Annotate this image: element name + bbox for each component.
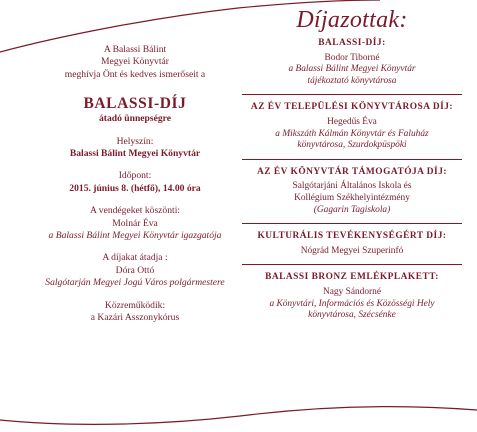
- host-line-2: Megyei Könyvtár: [101, 56, 169, 68]
- greeting-name: Molnár Éva: [112, 217, 158, 229]
- host-line-3: meghívja Önt és kedves ismerőseit a: [64, 68, 206, 80]
- award-tamogato: [236, 167, 468, 216]
- greeting-label: A vendégeket köszönti:: [89, 205, 181, 217]
- presenter-role: Salgótarján Megyei Jogú Város polgármestere: [45, 277, 225, 289]
- award-name: BALASSI BRONZ EMLÉKPLAKETT:: [265, 272, 439, 283]
- award-kulturalis: [236, 231, 468, 257]
- award-winner: Kollégium Székhelyintézmény: [294, 192, 410, 203]
- greeting-role: a Balassi Bálint Megyei Könyvtár igazgatója: [48, 230, 222, 242]
- award-winner: Nógrád Megyei Szuperinfó: [300, 245, 404, 256]
- award-bronz: [236, 272, 468, 321]
- contrib-label: Közreműködik:: [104, 299, 166, 311]
- award-name: AZ ÉV KÖNYVTÁR TÁMOGATÓJA DÍJ:: [256, 166, 447, 177]
- award-name: KULTURÁLIS TEVÉKENYSÉGÉRT DÍJ:: [257, 231, 447, 242]
- award-winner: Salgótarjáni Általános Iskola és: [292, 181, 412, 192]
- divider: [242, 159, 462, 160]
- award-winner: Bodor Tiborné: [324, 52, 380, 63]
- award-desc: könyvtárosa, Szécsénke: [308, 310, 396, 321]
- divider: [242, 264, 462, 265]
- ceremony-title: BALASSI-DÍJ: [83, 95, 187, 113]
- award-name: AZ ÉV TELEPÜLÉSI KÖNYVTÁROSA DÍJ:: [250, 102, 454, 113]
- ceremony-subtitle: átadó ünnepségre: [98, 113, 172, 125]
- venue-label: Helyszín:: [116, 135, 154, 147]
- award-telepulesi: [236, 102, 468, 151]
- award-desc: (Gagarin Tagiskola): [313, 204, 391, 215]
- award-desc: a Könyvtári, Információs és Közösségi Hely: [269, 298, 435, 309]
- contrib-value: a Kazári Asszonykórus: [90, 312, 180, 324]
- date-label: Időpont:: [118, 170, 152, 182]
- host-line-1: A Balassi Bálint: [103, 44, 167, 55]
- invitation-panel: [20, 44, 250, 325]
- award-winner: Hegedűs Éva: [327, 116, 377, 127]
- awards-panel: [236, 6, 468, 326]
- presenter-label: A díjakat átadja :: [102, 252, 168, 264]
- divider: [242, 223, 462, 224]
- presenter-name: Dóra Ottó: [115, 264, 155, 276]
- venue-value: Balassi Bálint Megyei Könyvtár: [69, 148, 201, 160]
- award-winner: Nagy Sándorné: [322, 286, 382, 297]
- award-desc: könyvtárosa, Szurdokpüspöki: [297, 140, 407, 151]
- award-name: BALASSI-DÍJ:: [318, 38, 386, 48]
- award-balassi: [236, 38, 468, 87]
- divider: [242, 94, 462, 95]
- awards-heading: Díjazottak:: [296, 7, 408, 33]
- award-desc: a Mikszáth Kálmán Könyvtár és Faluház: [275, 128, 429, 139]
- date-value: 2015. június 8. (hétfő), 14.00 óra: [69, 182, 201, 194]
- award-desc: a Balassi Bálint Megyei Könyvtár: [288, 64, 416, 75]
- award-desc: tájékoztató könyvtárosa: [307, 75, 397, 86]
